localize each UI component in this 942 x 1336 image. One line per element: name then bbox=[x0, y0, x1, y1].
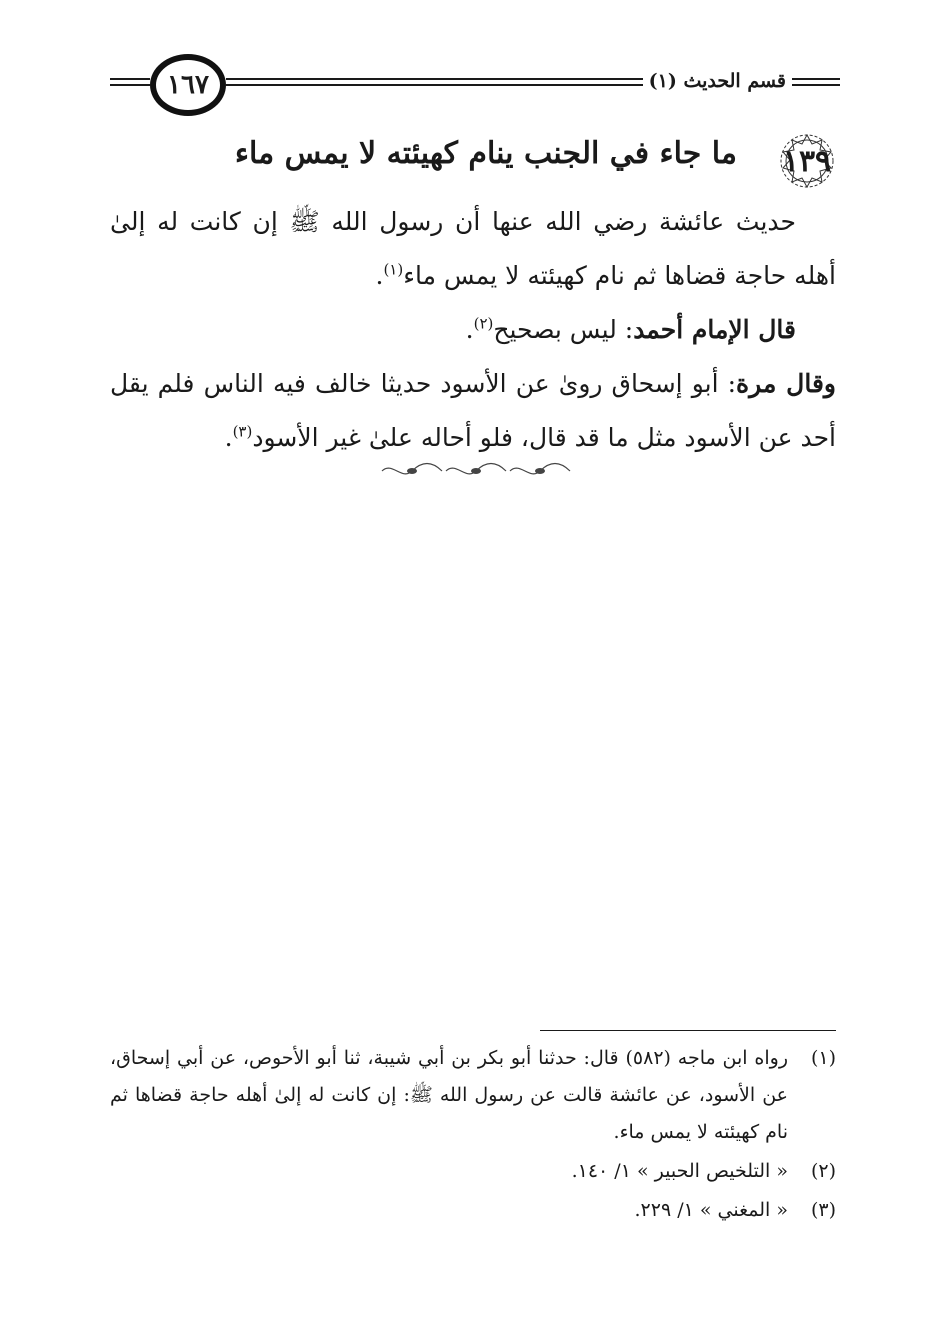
footnote-text: رواه ابن ماجه (٥٨٢) قال: حدثنا أبو بكر بن أبي شيبة، ثنا أبو الأحوص، عن أبي إسحاق، عن الأسود، عن عائشة قالت عن رسول الله ﷺ: إن كانت له إلىٰ أهله حاجة قضاها ثم نام كهيئته لا يمس ماء. bbox=[110, 1047, 789, 1143]
chapter-badge bbox=[770, 132, 844, 190]
footnote-ref-3[interactable]: (٣) bbox=[232, 422, 253, 441]
quote-text: : ليس بصحيح bbox=[493, 315, 634, 344]
footnotes bbox=[110, 1040, 836, 1231]
chapter-title: ما جاء في الجنب ينام كهيئته لا يمس ماء bbox=[234, 136, 737, 171]
footnote-separator bbox=[540, 1030, 836, 1031]
footnote-number: (١) bbox=[810, 1047, 836, 1069]
footnote-text: « التلخيص الحبير » ١/ ١٤٠. bbox=[571, 1160, 788, 1182]
paragraph-ahmad bbox=[110, 303, 836, 357]
speaker-label: وقال مرة bbox=[736, 369, 836, 398]
paragraph-another-time bbox=[110, 357, 836, 465]
page-number: ١٦٧ bbox=[150, 54, 226, 116]
chapter-number: ١٣٩ bbox=[782, 143, 832, 179]
period: . bbox=[465, 315, 474, 344]
footnote-number: (٣) bbox=[810, 1199, 836, 1221]
footnote-3 bbox=[110, 1192, 836, 1229]
period: . bbox=[375, 261, 384, 290]
hadith-text: حديث عائشة رضي الله عنها أن رسول الله ﷺ إن كانت له إلىٰ أهله حاجة قضاها ثم نام كهيئته لا يمس ماء bbox=[110, 207, 836, 290]
running-head: قسم الحديث (١) bbox=[643, 70, 792, 92]
speaker-label: قال الإمام أحمد bbox=[633, 315, 796, 344]
body-text bbox=[110, 195, 836, 465]
footnote-ref-2[interactable]: (٢) bbox=[473, 314, 494, 333]
page-header bbox=[110, 52, 840, 122]
section-ornament bbox=[378, 458, 574, 484]
footnote-1 bbox=[110, 1040, 836, 1151]
footnote-number: (٢) bbox=[810, 1160, 836, 1182]
paragraph-hadith bbox=[110, 195, 836, 303]
quote-text: : أبو إسحاق روىٰ عن الأسود حديثا خالف فيه الناس فلم يقل أحد عن الأسود مثل ما قد قال، فلو أحاله علىٰ غير الأسود bbox=[110, 369, 836, 452]
footnote-ref-1[interactable]: (١) bbox=[383, 260, 404, 279]
flourish-divider-icon bbox=[378, 458, 574, 484]
footnote-2 bbox=[110, 1153, 836, 1190]
footnote-text: « المغني » ١/ ٢٢٩. bbox=[634, 1199, 788, 1221]
period: . bbox=[224, 423, 233, 452]
